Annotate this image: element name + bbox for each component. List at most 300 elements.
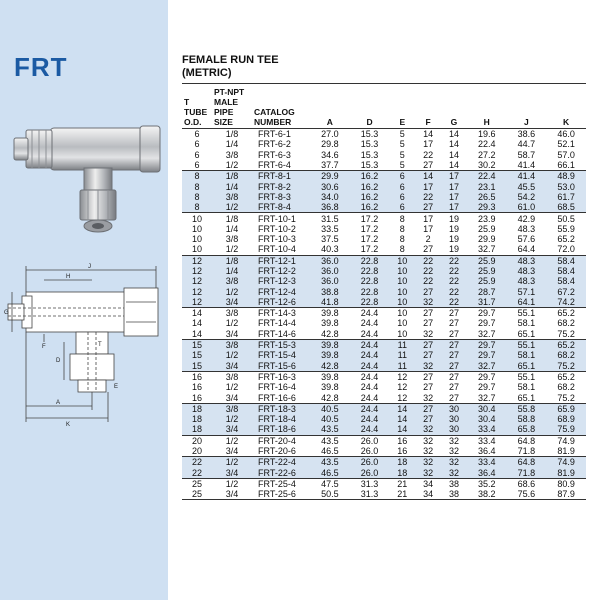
table-cell: 32 (415, 424, 441, 435)
table-row (182, 478, 586, 489)
table-cell: 74.9 (546, 435, 586, 446)
table-cell: 22 (441, 286, 467, 296)
table-cell: 16 (397, 446, 408, 457)
label-j: J (88, 264, 91, 270)
table-row (182, 160, 586, 171)
table-cell: 30.4 (467, 403, 507, 414)
table-row (182, 286, 586, 296)
table-row (182, 276, 586, 286)
table-cell: 22.8 (350, 286, 390, 296)
table-cell: 38 (441, 478, 467, 489)
label-e: E (114, 384, 119, 390)
table-cell: 33.4 (467, 457, 507, 468)
table-cell: 8 (182, 202, 212, 213)
table-cell: 27 (441, 371, 467, 382)
table-cell: 24.4 (350, 403, 390, 414)
table-cell: 57.1 (507, 286, 547, 296)
table-row (182, 266, 586, 276)
table-cell: 3/8 (212, 339, 252, 350)
table-cell: 48.3 (507, 276, 547, 286)
table-row (182, 371, 586, 382)
table-cell: 48.3 (517, 223, 536, 234)
table-cell: 55.8 (507, 403, 547, 414)
table-cell: 12 (182, 286, 212, 296)
table-cell: 64.8 (507, 457, 547, 468)
table-heading (182, 54, 279, 80)
table-cell: 31.5 (310, 213, 350, 224)
table-cell: 27 (423, 244, 434, 255)
table-cell: 15.3 (360, 139, 379, 150)
table-cell: 46.5 (321, 446, 339, 457)
table-cell: 3/8 (212, 403, 252, 414)
table-cell: 43.5 (310, 457, 350, 468)
table-row (182, 468, 586, 479)
table-cell: 23.1 (467, 181, 507, 191)
table-row (182, 181, 586, 191)
table-cell: 10 (389, 286, 415, 296)
table-cell: 65.1 (517, 392, 536, 403)
table-cell: 6 (389, 192, 415, 202)
table-cell: 14 (182, 308, 212, 319)
table-row (182, 244, 586, 255)
table-cell: 1/2 (212, 478, 252, 489)
table-cell: 74.9 (546, 457, 586, 468)
table-cell: 18 (182, 414, 212, 424)
table-cell: 32.7 (477, 392, 496, 403)
table-cell: 5 (399, 129, 405, 140)
table-cell: 24.4 (350, 350, 390, 360)
table-cell: 24.4 (350, 414, 390, 424)
table-cell: 58.4 (546, 276, 586, 286)
table-cell: 75.9 (546, 424, 586, 435)
table-cell: 57.0 (557, 149, 575, 160)
table-cell: 12 (389, 371, 415, 382)
table-cell: 25 (182, 489, 212, 500)
table-cell: 29.9 (477, 234, 496, 245)
table-cell: 46.5 (310, 468, 350, 479)
table-cell: 35.2 (467, 478, 507, 489)
table-cell: 27 (415, 202, 441, 213)
table-cell: 24.4 (350, 361, 390, 372)
table-cell: 15 (182, 361, 212, 372)
table-cell: 19 (448, 223, 459, 234)
table-cell: FRT-8-1 (252, 171, 310, 182)
table-cell: 22.8 (350, 276, 390, 286)
table-cell: 38 (441, 489, 467, 500)
table-cell: 24.4 (360, 382, 379, 393)
table-cell: 6 (389, 171, 415, 182)
table-cell: FRT-12-2 (252, 266, 310, 276)
table-cell: 1/2 (225, 382, 239, 393)
table-cell: 36.0 (310, 255, 350, 266)
table-cell: 10 (389, 297, 415, 308)
table-cell: 61.7 (546, 192, 586, 202)
table-row (182, 224, 586, 234)
table-cell: 1/4 (212, 266, 252, 276)
table-cell: 29.3 (467, 202, 507, 213)
table-cell: 22 (441, 276, 467, 286)
table-cell: 38.6 (517, 129, 536, 140)
table-cell: 66.1 (557, 160, 575, 171)
table-cell: 27 (423, 318, 434, 329)
table-cell: 30 (441, 403, 467, 414)
table-cell: 1/2 (212, 202, 252, 213)
table-cell: 68.6 (507, 478, 547, 489)
table-cell: 43.5 (310, 424, 350, 435)
table-cell: 1/2 (212, 414, 252, 424)
table-cell: FRT-16-3 (252, 371, 310, 382)
table-cell: 22 (441, 297, 467, 308)
table-cell: 27 (441, 350, 467, 360)
table-row (182, 403, 586, 414)
table-cell: FRT-8-2 (252, 181, 310, 191)
table-cell: 8 (182, 192, 212, 202)
table-cell: 32.7 (477, 244, 496, 255)
table-cell: 58.1 (517, 318, 536, 329)
table-cell: 27 (415, 350, 441, 360)
table-cell: 36.4 (477, 446, 496, 457)
table-cell: 81.9 (557, 446, 575, 457)
table-cell: 24.4 (360, 318, 379, 329)
table-cell: 3/4 (212, 297, 252, 308)
table-cell: 17.2 (350, 213, 390, 224)
table-cell: 27 (415, 286, 441, 296)
table-cell: 31.7 (467, 297, 507, 308)
table-cell: 16.2 (350, 171, 390, 182)
table-cell: 32 (448, 446, 459, 457)
table-cell: 42.8 (310, 361, 350, 372)
table-cell: 10 (191, 234, 202, 245)
table-cell: 27 (441, 339, 467, 350)
table-cell: 39.8 (310, 308, 350, 319)
col-header-f: F (415, 87, 441, 129)
table-cell: 39.8 (310, 350, 350, 360)
table-cell: 38.2 (467, 489, 507, 500)
table-cell: 68.2 (557, 382, 575, 393)
table-cell: 16 (389, 435, 415, 446)
table-cell: 3/8 (212, 371, 252, 382)
table-row (182, 424, 586, 435)
table-cell: 75.2 (546, 361, 586, 372)
table-cell: 58.4 (546, 255, 586, 266)
table-cell: 29.7 (467, 339, 507, 350)
table-cell: 23.9 (467, 213, 507, 224)
table-cell: 32 (415, 435, 441, 446)
table-cell: 14 (389, 424, 415, 435)
table-cell: 30.4 (467, 414, 507, 424)
table-cell: 26.5 (467, 192, 507, 202)
table-cell: 10 (191, 244, 202, 255)
label-f: F (42, 344, 46, 350)
table-cell: FRT-10-2 (258, 223, 296, 234)
table-cell: 29.7 (467, 371, 507, 382)
table-cell: 24.4 (350, 424, 390, 435)
table-cell: 3/4 (212, 361, 252, 372)
table-cell: 64.4 (517, 244, 536, 255)
table-cell: 27 (441, 361, 467, 372)
table-cell: 27 (448, 382, 459, 393)
table-cell: 17.2 (360, 234, 379, 245)
table-cell: 27 (448, 318, 459, 329)
table-cell: 16 (182, 371, 212, 382)
table-cell: 42.8 (321, 328, 339, 339)
table-cell: 1/8 (212, 255, 252, 266)
table-cell: 48.3 (507, 255, 547, 266)
table-cell: 22 (415, 255, 441, 266)
table-cell: 68.2 (557, 318, 575, 329)
table-cell: 26.0 (360, 446, 379, 457)
table-cell: 18 (182, 424, 212, 435)
table-cell: 54.2 (507, 192, 547, 202)
table-cell: FRT-20-6 (258, 446, 296, 457)
col-header-k: K (546, 87, 586, 129)
table-cell: 14 (191, 328, 202, 339)
table-cell: 36.0 (310, 276, 350, 286)
table-cell: 27 (415, 308, 441, 319)
col-header-g: G (441, 87, 467, 129)
table-cell: 34 (415, 478, 441, 489)
table-cell: FRT-12-4 (252, 286, 310, 296)
table-cell: 20 (191, 446, 202, 457)
table-cell: 10 (389, 276, 415, 286)
table-cell: 32 (423, 446, 434, 457)
table-row (182, 435, 586, 446)
table-cell: 17.2 (360, 244, 379, 255)
table-cell: 87.9 (546, 489, 586, 500)
table-cell: 31.3 (350, 489, 390, 500)
table-cell: FRT-6-3 (258, 149, 291, 160)
table-cell: 3/4 (212, 468, 252, 479)
table-cell: 22.8 (350, 266, 390, 276)
table-cell: FRT-6-4 (258, 160, 291, 171)
table-cell: 15 (182, 350, 212, 360)
table-cell: 22 (415, 276, 441, 286)
table-cell: 22 (423, 149, 434, 160)
table-cell: 29.7 (477, 318, 496, 329)
table-header-row (182, 87, 586, 129)
table-cell: 22 (415, 192, 441, 202)
table-cell: 40.5 (310, 403, 350, 414)
table-cell: FRT-6-1 (258, 129, 291, 140)
table-cell: 34 (415, 489, 441, 500)
table-cell: 39.8 (321, 318, 339, 329)
table-cell: 10 (397, 328, 408, 339)
table-cell: 46.0 (557, 129, 575, 140)
table-cell: 6 (194, 139, 200, 150)
table-cell: 8 (399, 244, 405, 255)
table-cell: FRT-18-4 (252, 414, 310, 424)
table-cell: 74.2 (546, 297, 586, 308)
table-cell: 26.0 (350, 435, 390, 446)
table-row (182, 318, 586, 328)
table-cell: 24.4 (350, 308, 390, 319)
table-cell: 81.9 (546, 468, 586, 479)
table-cell: 5 (399, 160, 405, 171)
table-cell: 55.9 (557, 223, 575, 234)
table-cell: 48.9 (546, 171, 586, 182)
table-cell: 19 (448, 234, 459, 245)
table-cell: 11 (389, 350, 415, 360)
table-cell: 64.1 (507, 297, 547, 308)
table-cell: FRT-14-4 (258, 318, 296, 329)
table-cell: 3/8 (225, 234, 239, 245)
table-cell: FRT-25-4 (252, 478, 310, 489)
table-cell: 36.4 (467, 468, 507, 479)
table-cell: 58.1 (517, 382, 536, 393)
table-cell: 25.9 (467, 276, 507, 286)
table-cell: 58.8 (507, 414, 547, 424)
table-cell: FRT-12-1 (252, 255, 310, 266)
table-cell: 8 (182, 171, 212, 182)
table-cell: 19.6 (477, 129, 496, 140)
table-cell: 32 (415, 457, 441, 468)
table-cell: 33.4 (467, 435, 507, 446)
table-cell: FRT-16-6 (258, 392, 296, 403)
table-cell: 14 (423, 129, 434, 140)
table-cell: 32 (441, 457, 467, 468)
table-row (182, 339, 586, 350)
table-cell: FRT-12-3 (252, 276, 310, 286)
table-cell: 27 (415, 403, 441, 414)
table-cell: 3/4 (212, 489, 252, 500)
side-panel (0, 0, 168, 600)
table-cell: FRT-10-1 (252, 213, 310, 224)
table-cell: 12 (182, 266, 212, 276)
table-cell: 68.5 (546, 202, 586, 213)
table-cell: 17 (441, 192, 467, 202)
table-cell: 22.8 (350, 297, 390, 308)
table-row (182, 139, 586, 149)
table-cell: 19 (441, 213, 467, 224)
table-cell: 50.5 (546, 213, 586, 224)
table-cell: 58.4 (546, 266, 586, 276)
table-cell: 39.8 (310, 371, 350, 382)
table-cell: FRT-14-6 (258, 328, 296, 339)
table-row (182, 255, 586, 266)
table-cell: 8 (399, 223, 405, 234)
table-cell: 16 (191, 382, 202, 393)
table-cell: 10 (389, 255, 415, 266)
table-cell: 20 (182, 435, 212, 446)
table-cell: 14 (448, 139, 459, 150)
label-a: A (56, 400, 61, 406)
table-cell: 12 (182, 297, 212, 308)
table-cell: FRT-15-3 (252, 339, 310, 350)
table-cell: 1/2 (225, 160, 239, 171)
table-cell: 5 (399, 139, 405, 150)
table-cell: 65.2 (546, 371, 586, 382)
table-cell: 27 (415, 339, 441, 350)
table-cell: 25.9 (477, 223, 496, 234)
table-cell: 48.3 (507, 266, 547, 276)
table-cell: 57.6 (517, 234, 536, 245)
table-cell: 71.8 (517, 446, 536, 457)
table-cell: FRT-22-6 (252, 468, 310, 479)
table-cell: 8 (389, 213, 415, 224)
table-cell: 14 (389, 403, 415, 414)
dimension-table (182, 87, 586, 500)
table-cell: FRT-20-4 (252, 435, 310, 446)
table-cell: 3/4 (225, 328, 239, 339)
table-cell: 41.4 (507, 171, 547, 182)
table-cell: 5 (399, 149, 405, 160)
table-cell: 38.8 (310, 286, 350, 296)
table-cell: 32 (415, 361, 441, 372)
table-row (182, 234, 586, 244)
table-cell: 27 (423, 382, 434, 393)
table-cell: 25.9 (467, 266, 507, 276)
table-cell: 27 (441, 308, 467, 319)
table-cell: 15.3 (360, 160, 379, 171)
table-cell: 17 (441, 171, 467, 182)
table-cell: FRT-15-4 (252, 350, 310, 360)
table-cell: 14 (448, 160, 459, 171)
table-cell: 1/2 (212, 457, 252, 468)
table-cell: 10 (397, 318, 408, 329)
table-cell: 30.6 (310, 181, 350, 191)
label-k: K (66, 422, 71, 428)
heading-rule (182, 83, 586, 84)
col-header-catalog: CATALOG NUMBER (252, 87, 310, 129)
table-cell: 55.1 (507, 339, 547, 350)
table-body (182, 129, 586, 500)
table-cell: 27 (448, 328, 459, 339)
table-cell: 8 (182, 181, 212, 191)
col-header-j: J (507, 87, 547, 129)
col-header-tube-od: T TUBE O.D. (182, 87, 212, 129)
table-cell: 71.8 (507, 468, 547, 479)
table-cell: 58.1 (507, 350, 547, 360)
table-cell: 22 (182, 457, 212, 468)
table-cell: 17 (423, 223, 434, 234)
table-cell: 29.7 (467, 350, 507, 360)
table-row (182, 297, 586, 308)
table-cell: 30.2 (477, 160, 496, 171)
table-cell: 3/4 (212, 424, 252, 435)
table-cell: 75.2 (557, 328, 575, 339)
table-cell: 45.5 (507, 181, 547, 191)
table-cell: 6 (194, 129, 200, 140)
table-cell: 32.7 (467, 361, 507, 372)
table-cell: 16.2 (350, 181, 390, 191)
table-cell: 52.1 (557, 139, 575, 150)
table-row (182, 361, 586, 372)
table-cell: 36.8 (310, 202, 350, 213)
table-cell: 11 (389, 339, 415, 350)
table-cell: 32 (423, 328, 434, 339)
table-cell: 43.5 (310, 435, 350, 446)
table-row (182, 489, 586, 500)
table-cell: 22 (441, 255, 467, 266)
table-cell: 37.5 (321, 234, 339, 245)
table-row (182, 308, 586, 319)
table-cell: 80.9 (546, 478, 586, 489)
table-cell: 12 (182, 276, 212, 286)
table-cell: 27.2 (477, 149, 496, 160)
fitting-photo (6, 110, 166, 240)
table-cell: 14 (415, 171, 441, 182)
table-cell: 17 (441, 181, 467, 191)
table-cell: 32 (441, 468, 467, 479)
table-cell: 1/2 (212, 286, 252, 296)
table-row (182, 329, 586, 340)
table-cell: 25 (182, 478, 212, 489)
table-cell: 1/8 (225, 129, 239, 140)
table-cell: 1/2 (212, 435, 252, 446)
table-cell: FRT-10-3 (258, 234, 296, 245)
table-cell: 18 (182, 403, 212, 414)
table-cell: 3/8 (225, 149, 239, 160)
